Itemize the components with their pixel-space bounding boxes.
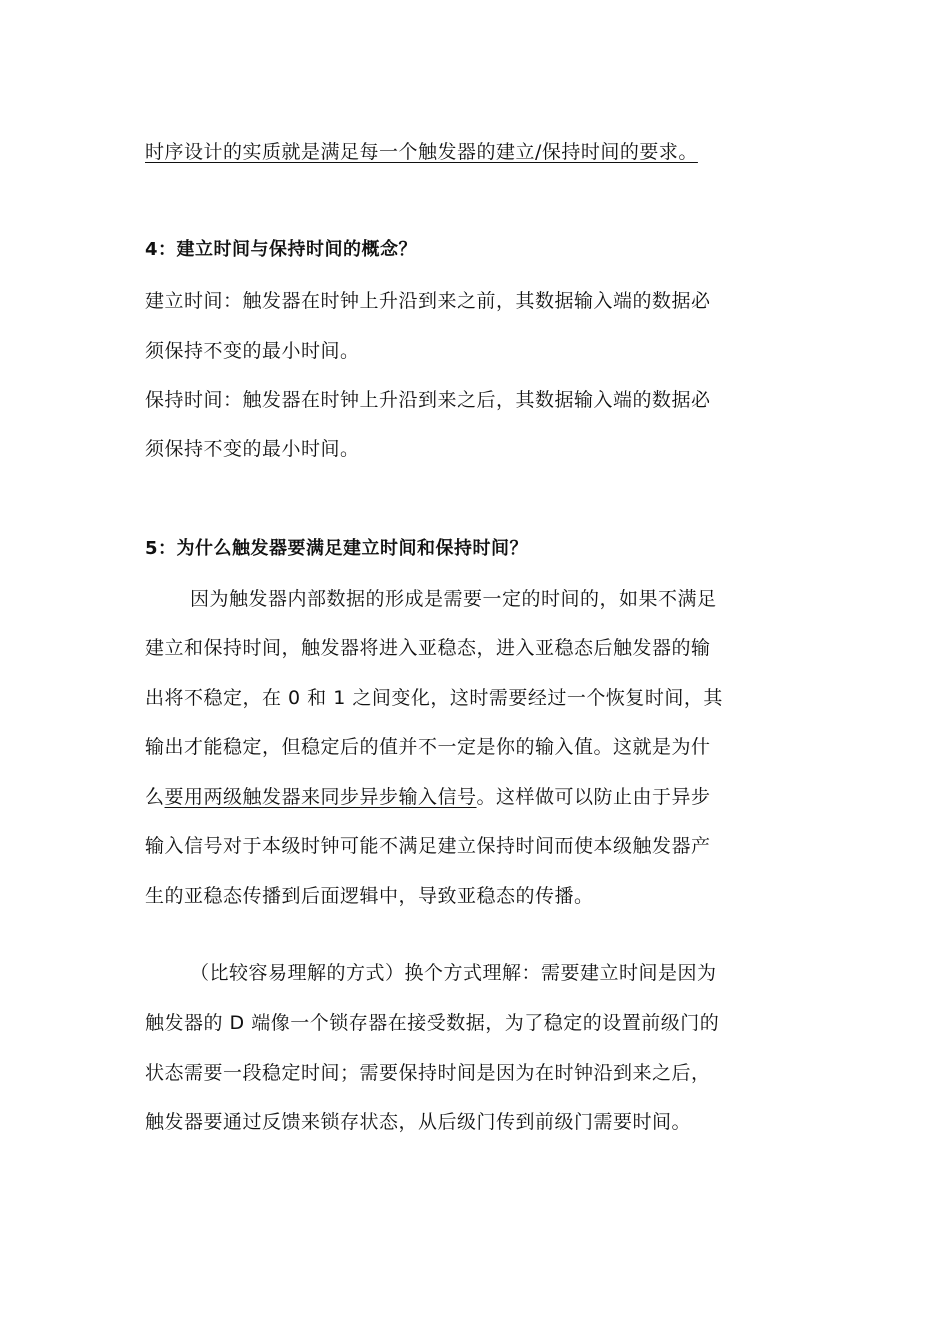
paragraph-1-line-3: 出将不稳定，在 0 和 1 之间变化，这时需要经过一个恢复时间，其 (145, 687, 723, 709)
section-4-heading: 4：建立时间与保持时间的概念？ (145, 239, 418, 260)
setup-time-definition-line-1: 建立时间：触发器在时钟上升沿到来之前，其数据输入端的数据必 (145, 290, 711, 312)
hold-time-definition-line-1: 保持时间：触发器在时钟上升沿到来之后，其数据输入端的数据必 (145, 389, 711, 411)
paragraph-1-line-4: 输出才能稳定，但稳定后的值并不一定是你的输入值。这就是为什 (145, 736, 711, 758)
paragraph-2-line-4: 触发器要通过反馈来锁存状态，从后级门传到前级门需要时间。 (145, 1111, 692, 1133)
paragraph-2-line-3: 状态需要一段稳定时间；需要保持时间是因为在时钟沿到来之后， (145, 1062, 711, 1084)
hold-time-definition-line-2: 须保持不变的最小时间。 (145, 438, 360, 460)
setup-time-definition-line-2: 须保持不变的最小时间。 (145, 340, 360, 362)
paragraph-2-line-2: 触发器的 D 端像一个锁存器在接受数据，为了稳定的设置前级门的 (145, 1012, 720, 1034)
paragraph-1-line-5-prefix: 么 (145, 786, 165, 808)
paragraph-1-line-6: 输入信号对于本级时钟可能不满足建立保持时间而使本级触发器产 (145, 835, 711, 857)
paragraph-2-line-1: （比较容易理解的方式）换个方式理解：需要建立时间是因为 (190, 962, 717, 984)
section-5-heading: 5：为什么触发器要满足建立时间和保持时间？ (145, 538, 529, 559)
paragraph-1-line-5 (145, 785, 711, 809)
paragraph-1-line-1: 因为触发器内部数据的形成是需要一定的时间的，如果不满足 (190, 588, 717, 610)
underlined-phrase: 要用两级触发器来同步异步输入信号 (164, 786, 477, 808)
intro-underlined-line: 时序设计的实质就是满足每一个触发器的建立/保持时间的要求。 (145, 141, 698, 163)
paragraph-1-line-2: 建立和保持时间，触发器将进入亚稳态，进入亚稳态后触发器的输 (145, 637, 711, 659)
paragraph-1-line-5-suffix: 。这样做可以防止由于异步 (476, 786, 711, 808)
paragraph-1-line-7: 生的亚稳态传播到后面逻辑中，导致亚稳态的传播。 (145, 885, 594, 907)
